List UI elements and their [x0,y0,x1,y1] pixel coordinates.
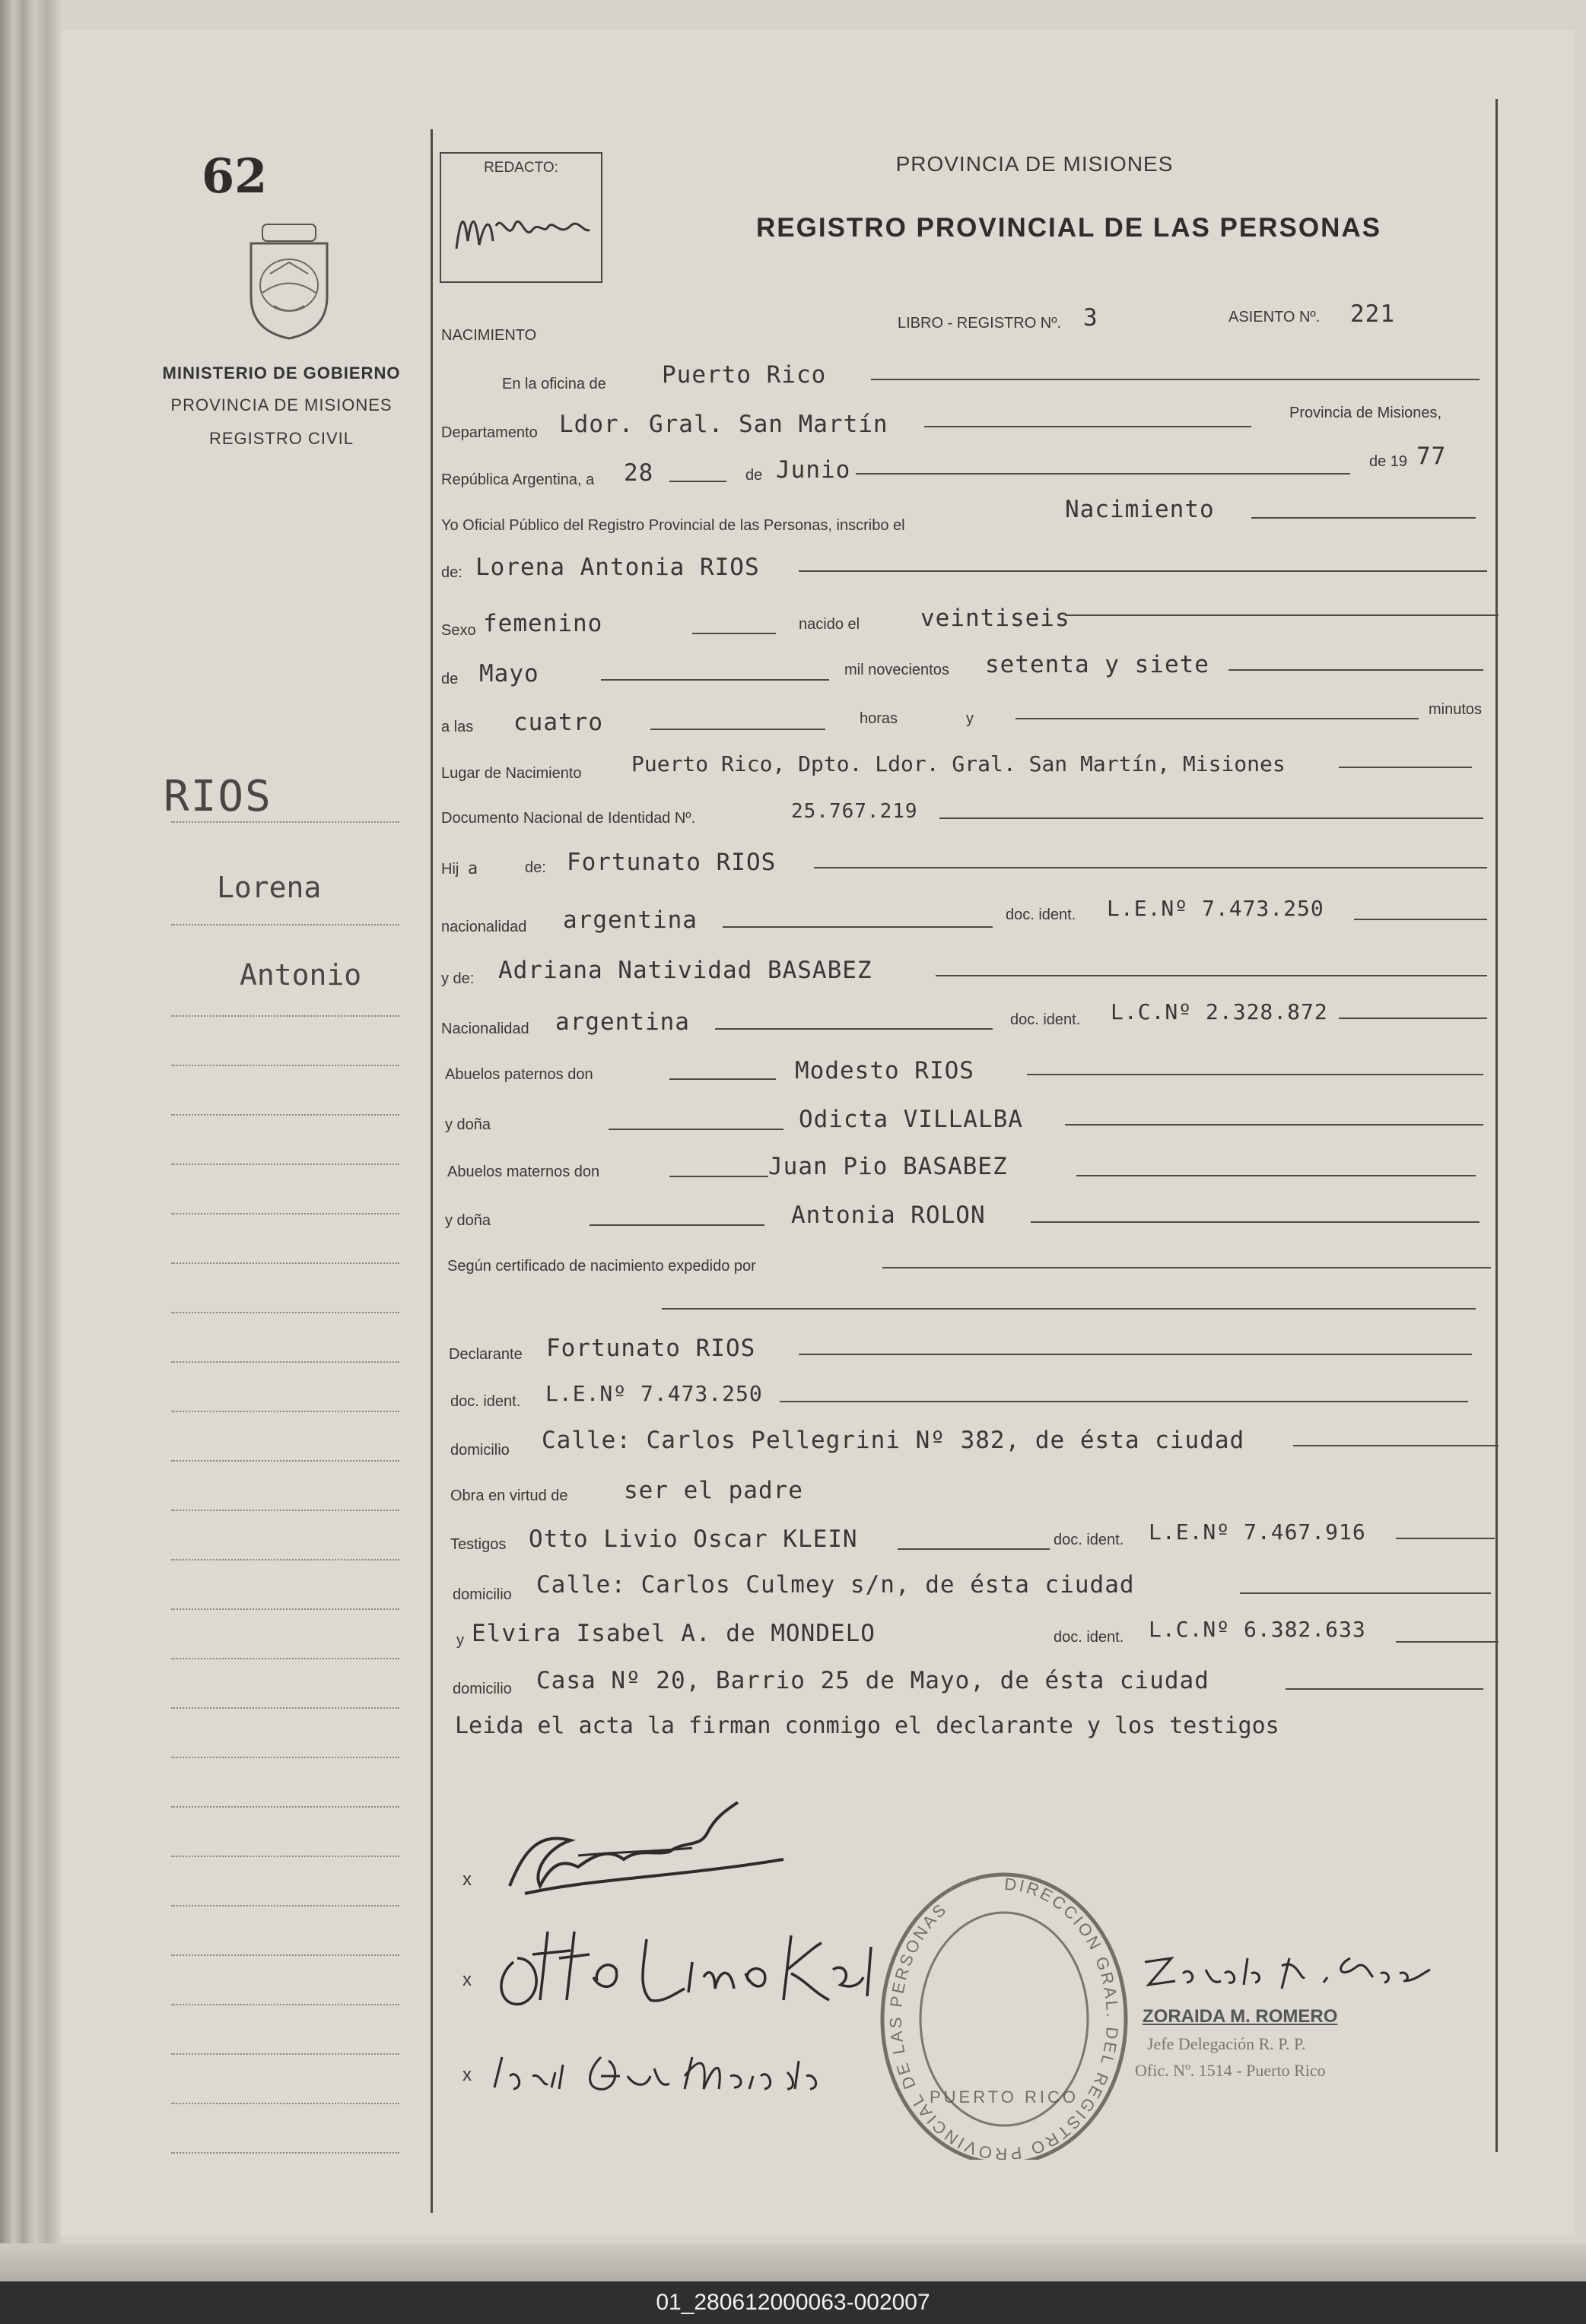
t2-doc-value: L.C.Nº 6.382.633 [1149,1617,1366,1642]
margin-given-name-2: Antonio [240,958,362,992]
y2-label: y [456,1632,464,1649]
ab-pat-label: Abuelos paternos don [445,1066,593,1083]
redacto-label: REDACTO: [484,160,558,176]
domicilio3-label: domicilio [453,1681,512,1697]
a-las-label: a las [441,719,474,735]
domicilio1-label: domicilio [450,1442,510,1459]
y-label: y [966,710,974,727]
doc1-label: doc. ident. [1006,906,1076,923]
hijo-suffix: a [467,859,478,878]
nac1-label: nacionalidad [441,919,527,935]
coat-of-arms-icon [240,221,338,342]
obra-label: Obra en virtud de [450,1487,568,1504]
departamento-value: Ldor. Gral. San Martín [559,411,888,438]
testigo2-value: Elvira Isabel A. de MONDELO [472,1620,876,1647]
departamento-label: Departamento [441,424,538,441]
decl-doc-label: doc. ident. [450,1393,521,1410]
ab-mat-don-value: Juan Pio BASABEZ [768,1153,1008,1180]
libro-label: LIBRO - REGISTRO Nº. [898,315,1062,332]
horas-label: horas [860,710,898,727]
padre-value: Fortunato RIOS [567,849,777,876]
minutos-label: minutos [1429,701,1483,718]
t2-doc-label: doc. ident. [1054,1629,1124,1646]
redacto-signature [449,195,593,264]
header-province: PROVINCIA DE MISIONES [895,152,1174,176]
libro-value: 3 [1083,304,1098,332]
signature-mark-1: x [462,1869,472,1890]
stamp-center-text: PUERTO RICO [930,2087,1079,2107]
padre-label: de: [525,859,546,876]
nac-mes-value: Mayo [479,660,539,687]
declarante-label: Declarante [449,1346,523,1363]
dona2-label: y doña [445,1212,491,1229]
signature-mark-2: x [462,1970,472,1990]
domicilio2-label: domicilio [453,1586,512,1603]
sexo-label: Sexo [441,622,476,639]
domicilio3-value: Casa Nº 20, Barrio 25 de Mayo, de ésta ciudad [536,1667,1209,1694]
signature-isabel-mondelo [487,2034,837,2103]
lugar-value: Puerto Rico, Dpto. Ldor. Gral. San Martín, Misiones [631,751,1286,776]
ab-pat-don-value: Modesto RIOS [795,1057,974,1084]
asiento-label: ASIENTO Nº. [1228,309,1321,325]
de-nombre-label: de: [441,564,462,581]
nac1-value: argentina [563,906,698,934]
decl-doc-value: L.E.Nº 7.473.250 [545,1381,763,1406]
official-name: ZORAIDA M. ROMERO [1143,2006,1338,2027]
book-binding-edge [0,0,61,2281]
margin-given-name-1: Lorena [217,871,322,904]
domicilio2-value: Calle: Carlos Culmey s/n, de ésta ciudad [536,1571,1135,1599]
oficina-value: Puerto Rico [662,361,827,389]
madre-value: Adriana Natividad BASABEZ [498,957,872,984]
nombre-value: Lorena Antonia RIOS [475,554,760,581]
anio-label: de 19 [1369,453,1408,470]
hijo-prefix: Hij [441,861,459,878]
ministry-office: REGISTRO CIVIL [208,429,354,448]
record-type-label: NACIMIENTO [441,327,537,344]
signature-otto-livio-klein [487,1916,882,2023]
nacido-label: nacido el [799,616,860,633]
provincia-label: Provincia de Misiones, [1289,405,1442,421]
acto-value: Nacimiento [1065,496,1215,523]
hijo-label [441,859,478,878]
ministry-title: MINISTERIO DE GOBIERNO [162,364,401,383]
dni-value: 25.767.219 [791,800,918,823]
left-frame-line [431,129,433,2213]
asiento-value: 221 [1350,300,1395,328]
lugar-label: Lugar de Nacimiento [441,765,582,782]
t1-doc-value: L.E.Nº 7.467.916 [1149,1519,1366,1545]
page-number: 62 [202,148,268,204]
doc2-value: L.C.Nº 2.328.872 [1111,999,1328,1024]
sexo-value: femenino [483,610,603,637]
oficina-label: En la oficina de [502,376,606,392]
nac-anio-value: setenta y siete [985,651,1209,678]
official-office: Ofic. Nº. 1514 - Puerto Rico [1135,2061,1326,2080]
de-mes-label: de [441,671,459,687]
official-title: Jefe Delegación R. P. P. [1147,2034,1306,2053]
footer-filename: 01_280612000063-002007 [0,2281,1586,2324]
nac2-label: Nacionalidad [441,1021,529,1037]
nacido-value: veintiseis [920,605,1070,632]
t1-doc-label: doc. ident. [1054,1532,1124,1548]
mes-value: Junio [776,456,851,484]
book-bottom-edge [0,2243,1586,2281]
testigos-label: Testigos [450,1536,507,1553]
republica-label: República Argentina, a [441,471,595,488]
horas-value: cuatro [513,709,603,736]
closing-statement: Leida el acta la firman conmigo el declarante y los testigos [455,1713,1279,1739]
signature-mark-3: x [462,2065,472,2085]
doc1-value: L.E.Nº 7.473.250 [1107,896,1324,921]
mil-label: mil novecientos [844,662,949,678]
dni-label: Documento Nacional de Identidad Nº. [441,810,696,827]
nac2-value: argentina [555,1008,690,1036]
ab-pat-dona-value: Odicta VILLALBA [799,1106,1023,1133]
ministry-province: PROVINCIA DE MISIONES [170,395,393,414]
signature-fortunato-rios [479,1787,799,1909]
dona1-label: y doña [445,1116,491,1133]
obra-value: ser el padre [624,1477,803,1504]
certificado-label: Según certificado de nacimiento expedido por [447,1258,756,1275]
ab-mat-dona-value: Antonia ROLON [791,1202,986,1229]
official-seal-stamp [867,1856,1141,2160]
signature-zoraida-romero [1137,1935,1441,2004]
stamp-ring-text: DIRECCION GRAL. DEL REGISTRO PROVINCIAL DE LAS PERSONAS [885,1874,1122,2160]
testigo1-value: Otto Livio Oscar KLEIN [529,1526,858,1553]
anio-value: 77 [1416,443,1447,470]
domicilio1-value: Calle: Carlos Pellegrini Nº 382, de ésta ciudad [542,1427,1245,1454]
dia-value: 28 [624,459,654,487]
madre-label: y de: [441,970,475,987]
ab-mat-label: Abuelos maternos don [447,1164,600,1180]
de-label: de [745,467,763,484]
oficial-label: Yo Oficial Público del Registro Provincial de las Personas, inscribo el [441,517,905,534]
redacto-box [440,152,602,283]
header-registry: REGISTRO PROVINCIAL DE LAS PERSONAS [756,213,1381,243]
doc2-label: doc. ident. [1010,1011,1081,1028]
margin-surname: RIOS [164,772,272,821]
right-frame-line [1495,99,1498,2152]
declarante-value: Fortunato RIOS [546,1335,756,1362]
